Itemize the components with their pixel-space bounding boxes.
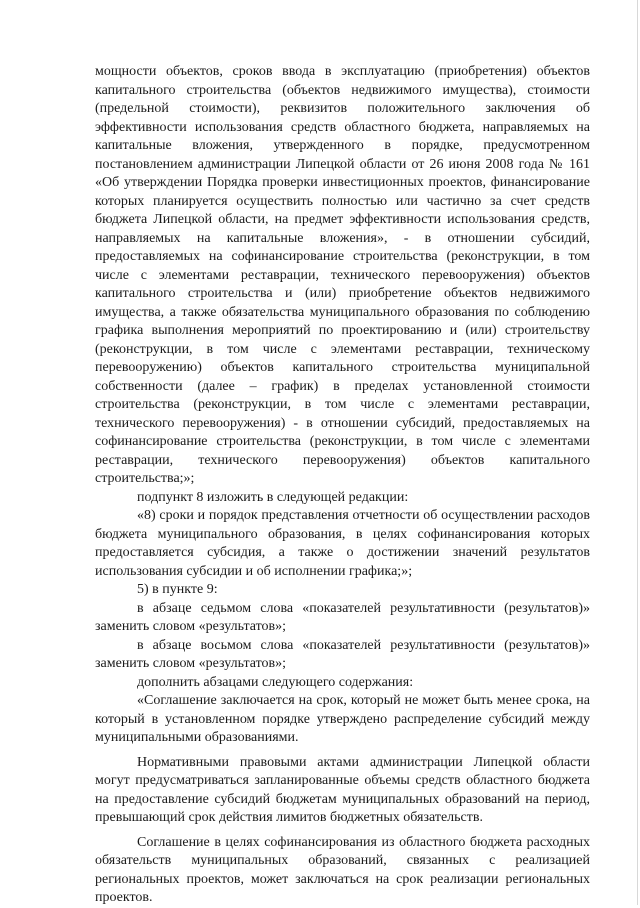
paragraph-agreement-term: «Соглашение заключается на срок, который не может быть менее срока, на который в установленном порядке утверждено распределение субсидий между муниципальными образованиями. — [95, 693, 590, 745]
paragraph-regional-projects: Соглашение в целях софинансирования из областного бюджета расходных обязательств муниципальных образований, связанных с реализацией региональных проектов, может заключаться на срок реализации региональных проектов. — [95, 834, 590, 905]
paragraph-continuation: мощности объектов, сроков ввода в эксплуатацию (приобретения) объектов капитального строительства (объектов недвижимого имущества), стоимости (предельной стоимости), реквизитов положительного заключения об эффективности использования средств областного бюджета, направляемых на капитальные вложения, утвержденного в порядке, предусмотренном постановлением администрации Липецкой области от 26 июня 2008 года № 161 «Об утверждении Порядка проверки инвестиционных проектов, финансирование которых планируется осуществить полностью или частично за счет средств бюджета Липецкой области, на предмет эффективности использования средств, направляемых на капитальные вложения», - в отношении субсидий, предоставляемых на софинансирование строительства (реконструкции, в том числе с элементами реставрации, технического перевооружения) объектов капитального строительства и (или) приобретение объектов недвижимого имущества, а также обязательства муниципального образования по соблюдению графика выполнения мероприятий по проектированию и (или) строительству (реконструкции, в том числе с элементами реставрации, техническому перевооружению) объектов капитального строительства муниципальной собственности (далее – график) в пределах установленной стоимости строительства (реконструкции, в том числе с элементами реставрации, технического перевооружения) - в отношении субсидий, предоставляемых на софинансирование строительства (реконструкции, в том числе с элементами реставрации, технического перевооружения) объектов капитального строительства;»; — [95, 64, 590, 486]
scan-edge-line — [637, 0, 638, 905]
paragraph-item-5: 5) в пункте 9: — [137, 582, 218, 597]
paragraph-normative-acts: Нормативными правовыми актами администрации Липецкой области могут предусматриваться запланированные объемы средств областного бюджета на предоставление субсидий бюджетам муниципальных образований на период, превышающий срок действия лимитов бюджетных обязательств. — [95, 754, 590, 825]
paragraph-abzac-7: в абзаце седьмом слова «показателей результативности (результатов)» заменить словом «результатов»; — [95, 600, 590, 634]
paragraph-add-abzacs: дополнить абзацами следующего содержания: — [137, 674, 414, 690]
document-body — [95, 63, 590, 908]
paragraph-subpoint-8-text: «8) сроки и порядок представления отчетности об осуществлении расходов бюджета муниципального образования, в целях софинансирования которых предоставляется субсидия, а также о достижении значений результатов использования субсидии и об исполнении графика;»; — [95, 508, 590, 579]
paragraph-subpoint-8-intro: подпункт 8 изложить в следующей редакции: — [137, 489, 409, 505]
paragraph-abzac-8: в абзаце восьмом слова «показателей результативности (результатов)» заменить словом «результатов»; — [95, 637, 590, 671]
